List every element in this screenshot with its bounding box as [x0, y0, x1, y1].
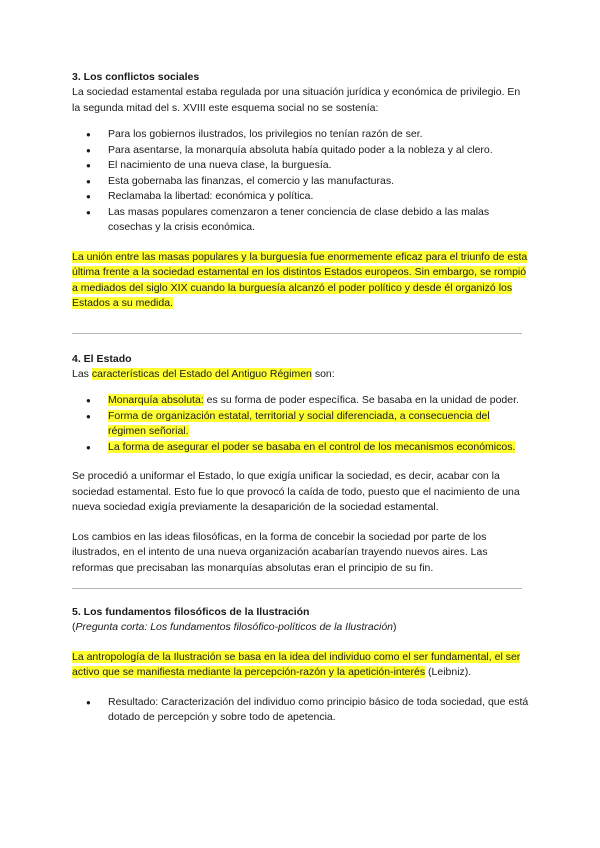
section-5-bullets	[72, 695, 530, 726]
section-4-intro	[72, 367, 530, 383]
section-4-paragraph-2: Los cambios en las ideas filosóficas, en la forma de concebir la sociedad por parte de los ilustrados, en el intento de una nueva organización acabarían trayendo nuevos aires. Las reformas que precisaban las monarquías absolutas eran el principio de su fin.	[72, 530, 488, 574]
section-3-highlight-paragraph	[72, 250, 530, 312]
section-5-highlight-paragraph	[72, 650, 530, 681]
short-question-label: Pregunta corta: Los fundamentos filosófico-políticos de la Ilustración	[75, 621, 394, 633]
citation-text: (Leibniz).	[425, 666, 472, 678]
highlighted-text: La antropología de la Ilustración se basa en la idea del individuo como el ser fundamental, el ser activo que se manifiesta mediante la percepción-razón y la apetición-interés	[72, 650, 521, 678]
list-item: ● Reclamaba la libertad: económica y política.	[72, 189, 530, 205]
list-item	[72, 440, 530, 456]
list-item: ● Las masas populares comenzaron a tener conciencia de clase debido a las malas cosechas y la crisis económica.	[72, 205, 530, 236]
highlighted-text: Forma de organización estatal, territorial y social diferenciada, a consecuencia del régimen señorial.	[108, 409, 490, 437]
highlighted-text: características del Estado del Antiguo Régimen	[91, 367, 312, 380]
highlighted-text: Monarquía absoluta:	[108, 394, 204, 406]
list-item: ● Para asentarse, la monarquía absoluta había quitado poder a la nobleza y al clero.	[72, 143, 530, 159]
list-item: ● El nacimiento de una nueva clase, la burguesía.	[72, 158, 530, 174]
list-item: ● Esta gobernaba las finanzas, el comercio y las manufacturas.	[72, 174, 530, 190]
intro-text: son:	[311, 367, 335, 380]
list-item: ● Para los gobiernos ilustrados, los privilegios no tenían razón de ser.	[72, 127, 530, 143]
section-3-intro: La sociedad estamental estaba regulada por una situación jurídica y económica de privilegio. En la segunda mitad del s. XVIII este esquema social no se sostenía:	[72, 86, 521, 114]
paren: )	[393, 621, 397, 633]
section-5-subtitle	[72, 620, 530, 636]
section-5-title: 5. Los fundamentos filosóficos de la Ilustración	[72, 606, 310, 618]
highlighted-text: La unión entre las masas populares y la burguesía fue enormemente eficaz para el triunfo de esta última frente a la sociedad estamental en los distintos Estados europeos. Sin embargo, se rompió a mediados del siglo XIX cuando la burguesía alcanzó el poder político y desde él organizó los Estados a su medida.	[72, 250, 528, 309]
section-4-title: 4. El Estado	[72, 352, 132, 365]
document-content	[72, 70, 530, 726]
intro-text: Las	[72, 367, 92, 380]
highlighted-text: La forma de asegurar el poder se basaba en el control de los mecanismos económicos.	[108, 440, 516, 453]
list-item-text: es su forma de poder específica. Se basaba en la unidad de poder.	[203, 394, 519, 406]
section-3-bullets	[72, 127, 530, 236]
section-4-bullets	[72, 393, 530, 455]
list-item	[72, 393, 530, 409]
list-item: ● Resultado: Caracterización del individuo como principio básico de toda sociedad, que está dotado de percepción y sobre todo de apetencia.	[72, 695, 530, 726]
paren: (	[72, 621, 76, 633]
list-item	[72, 409, 530, 440]
section-3-title: 3. Los conflictos sociales	[72, 71, 200, 83]
section-4-paragraph-1: Se procedió a uniformar el Estado, lo que exigía unificar la sociedad, es decir, acabar con la sociedad estamental. Esto fue lo que provocó la caída de todo, puesto que el nacimiento de una nueva sociedad exigía previamente la desaparición de la sociedad estamental.	[72, 470, 520, 513]
